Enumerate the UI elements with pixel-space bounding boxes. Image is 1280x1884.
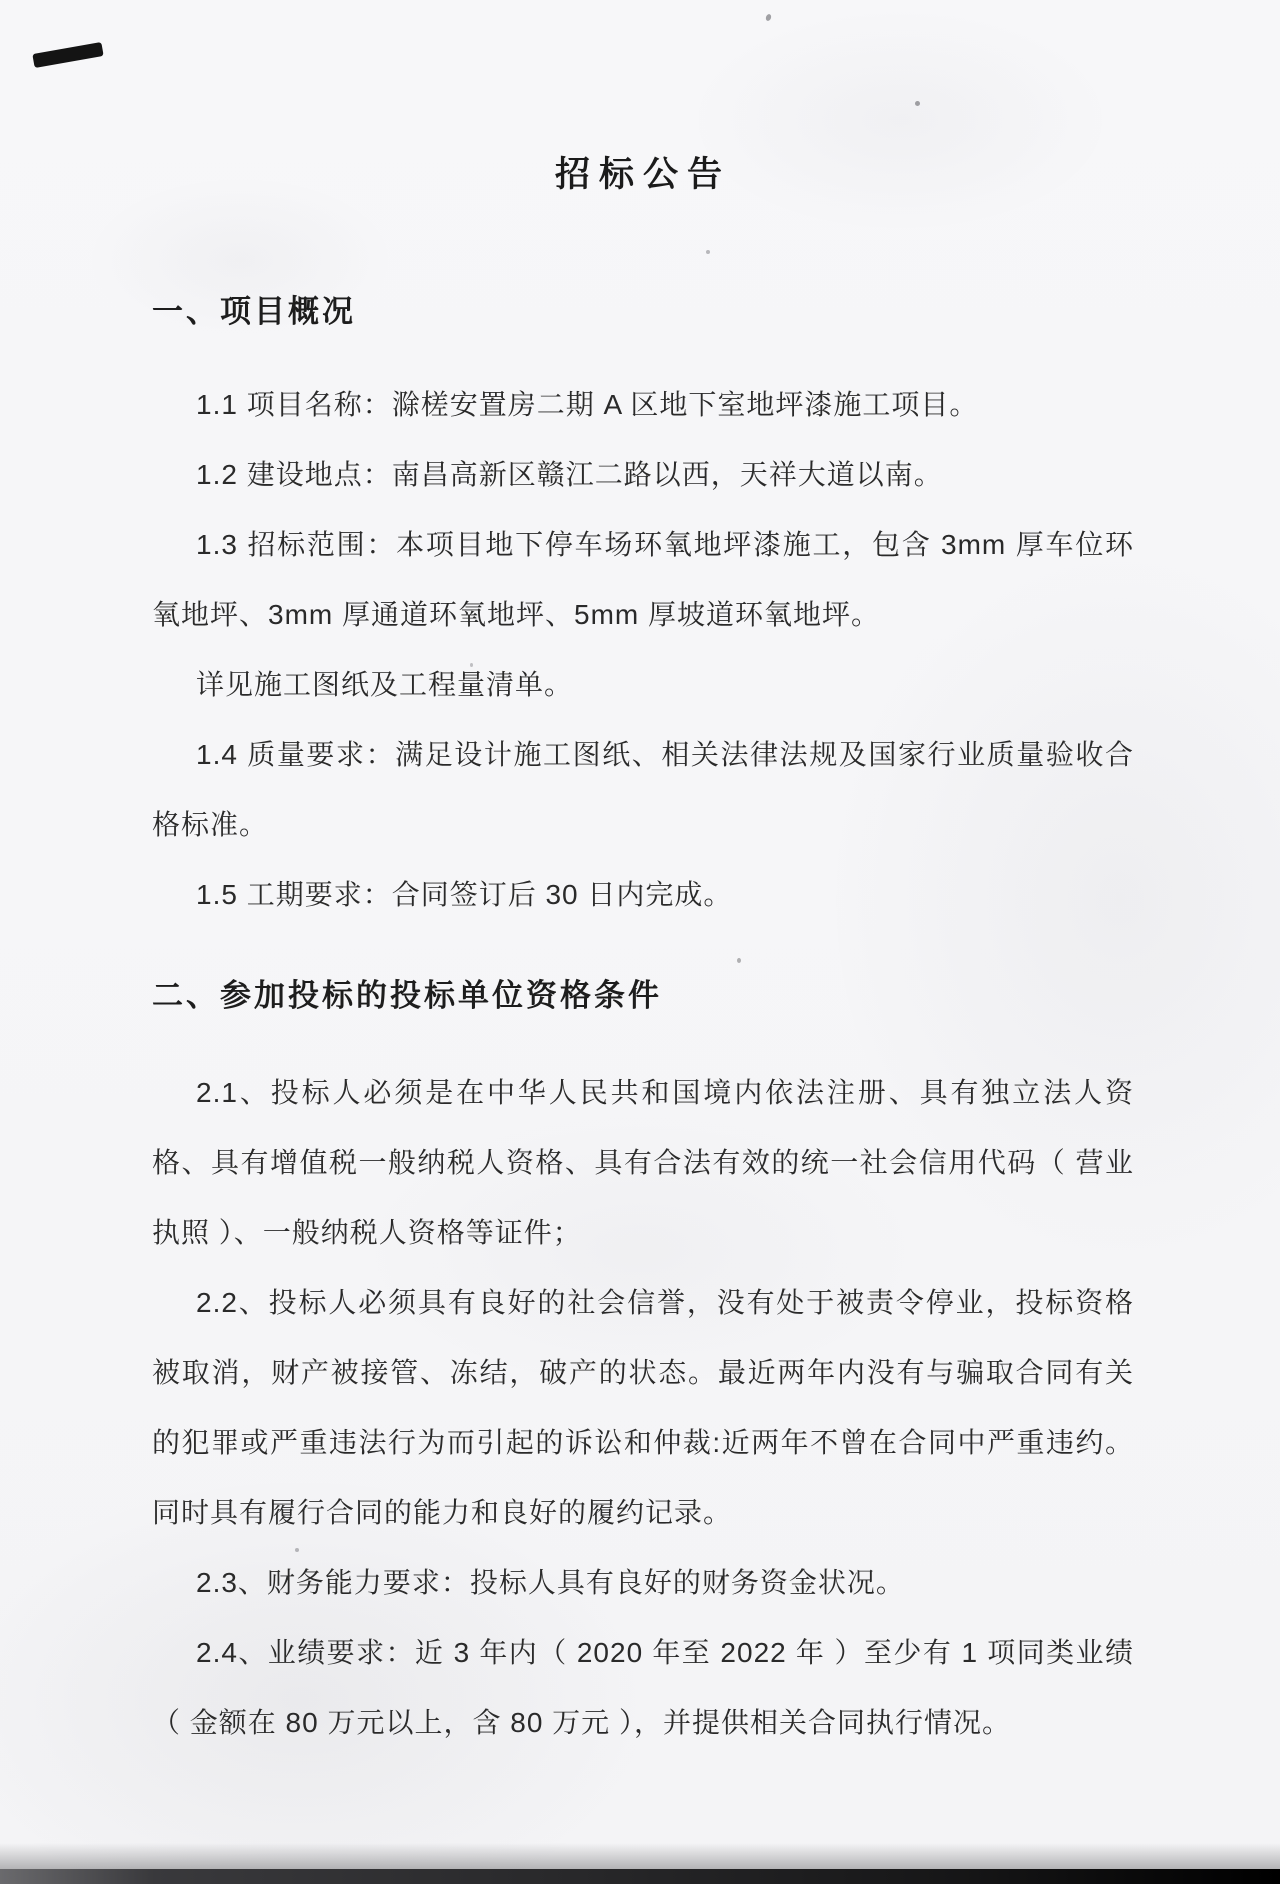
scan-mark-top-left bbox=[32, 42, 103, 68]
para-project-name: 1.1 项目名称：滁槎安置房二期 A 区地下室地坪漆施工项目。 bbox=[196, 389, 979, 420]
para-duration-requirement: 1.5 工期要求：合同签订后 30 日内完成。 bbox=[196, 879, 733, 910]
para-performance-requirement: 2.4、业绩要求：近 3 年内（ 2020 年至 2022 年 ）至少有 1 项同类业绩（ 金额在 80 万元以上，含 80 万元 ），并提供相关合同执行情况。 bbox=[152, 1637, 1134, 1738]
scan-shadow-bottom bbox=[0, 1869, 1280, 1884]
section-1-heading: 一、项目概况 bbox=[152, 294, 356, 329]
para-financial-capability: 2.3、财务能力要求：投标人具有良好的财务资金状况。 bbox=[196, 1567, 905, 1598]
document-title: 招标公告 bbox=[554, 155, 731, 194]
document-content bbox=[152, 0, 1134, 1758]
scan-shadow-bottom-fade bbox=[0, 1843, 1280, 1871]
para-credit-standing: 2.2、投标人必须具有良好的社会信誉，没有处于被责令停业，投标资格被取消，财产被接管、冻结，破产的状态。最近两年内没有与骗取合同有关的犯罪或严重违法行为而引起的诉讼和仲裁:近两年不曾在合同中严重违约。同时具有履行合同的能力和良好的履约记录。 bbox=[152, 1287, 1134, 1528]
para-scope: 1.3 招标范围：本项目地下停车场环氧地坪漆施工，包含 3mm 厚车位环氧地坪、3mm 厚通道环氧地坪、5mm 厚坡道环氧地坪。 bbox=[152, 529, 1134, 630]
para-location: 1.2 建设地点：南昌高新区赣江二路以西，天祥大道以南。 bbox=[196, 459, 943, 490]
para-qualification-registration: 2.1、投标人必须是在中华人民共和国境内依法注册、具有独立法人资格、具有增值税一般纳税人资格、具有合法有效的统一社会信用代码（ 营业执照 ）、一般纳税人资格等证件； bbox=[152, 1077, 1134, 1248]
para-drawings-note: 详见施工图纸及工程量清单。 bbox=[196, 669, 574, 700]
para-quality-requirement: 1.4 质量要求：满足设计施工图纸、相关法律法规及国家行业质量验收合格标准。 bbox=[152, 739, 1134, 840]
section-2-heading: 二、参加投标的投标单位资格条件 bbox=[152, 978, 662, 1013]
